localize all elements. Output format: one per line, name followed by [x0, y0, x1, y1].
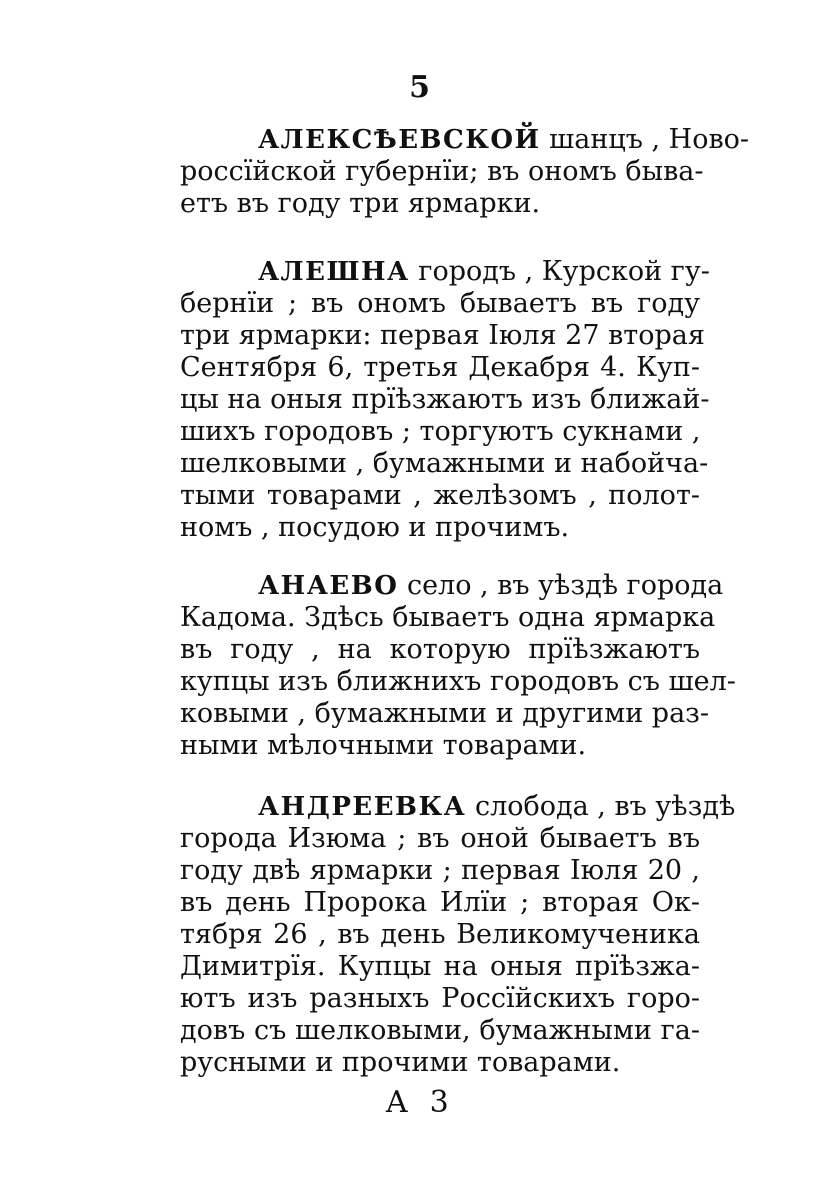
entry-heading: АНАЕВО — [258, 571, 399, 601]
entry-line: етъ въ году три ярмарки. — [180, 188, 541, 219]
entry-first-line — [180, 256, 710, 288]
entry-line: бернїи ; въ ономъ бываетъ въ году — [180, 288, 700, 319]
entry-andreevka — [180, 791, 736, 1079]
entry-line: номъ , посудою и прочимъ. — [180, 512, 570, 543]
entry-line: три ярмарки: первая Іюля 27 вторая — [180, 320, 705, 351]
entry-first-line — [180, 791, 736, 823]
entry-text: слобода , въ уѣздѣ — [474, 791, 736, 822]
entry-line: въ день Пророка Илїи ; вторая Ок- — [180, 887, 700, 918]
signature-mark: А 3 — [385, 1085, 455, 1120]
entry-text: шанцъ , Ново- — [549, 124, 750, 155]
entry-aleshna — [180, 256, 710, 544]
entry-heading: АНДРЕЕВКА — [258, 792, 467, 822]
entry-anaevo — [180, 570, 736, 762]
entry-line: Димитрїя. Купцы на оныя прїѣзжа- — [180, 951, 700, 982]
entry-first-line — [180, 124, 750, 156]
page-number: 5 — [409, 70, 431, 105]
entry-line: тыми товарами , желѣзомъ , полот- — [180, 480, 700, 511]
entry-line: купцы изъ ближнихъ городовъ съ шел- — [180, 666, 736, 697]
entry-alekseevskoy — [180, 124, 750, 220]
entry-line: шихъ городовъ ; торгуютъ сукнами , — [180, 416, 701, 447]
entry-heading: АЛЕШНА — [258, 257, 410, 287]
entry-line: Сентября 6, третья Декабря 4. Куп- — [180, 352, 700, 383]
entry-line: въ году , на которую прїѣзжаютъ — [180, 634, 700, 665]
entry-line: города Изюма ; въ оной бываетъ въ — [180, 823, 700, 854]
entry-line: россїйской губернїи; въ ономъ быва- — [180, 156, 704, 187]
entry-line: ютъ изъ разныхъ Россїйскихъ горо- — [180, 983, 700, 1014]
entry-line: Кадома. Здѣсь бываетъ одна ярмарка — [180, 602, 716, 633]
entry-heading: АЛЕКСѢЕВСКОЙ — [258, 125, 541, 155]
entry-line: году двѣ ярмарки ; первая Іюля 20 , — [180, 855, 700, 886]
entry-line: тября 26 , въ день Великомученика — [180, 919, 700, 950]
entry-line: ковыми , бумажными и другими раз- — [180, 698, 710, 729]
entry-line: довъ съ шелковыми, бумажными га- — [180, 1015, 700, 1046]
entry-line: шелковыми , бумажными и набойча- — [180, 448, 709, 479]
entry-text: село , въ уѣздѣ города — [406, 570, 724, 601]
entry-line: ными мѣлочными товарами. — [180, 730, 587, 761]
entry-text: городъ , Курской гу- — [418, 256, 710, 287]
entry-line: русными и прочими товарами. — [180, 1047, 621, 1078]
entry-line: цы на оныя прїѣзжаютъ изъ ближай- — [180, 384, 710, 415]
entry-first-line — [180, 570, 724, 602]
